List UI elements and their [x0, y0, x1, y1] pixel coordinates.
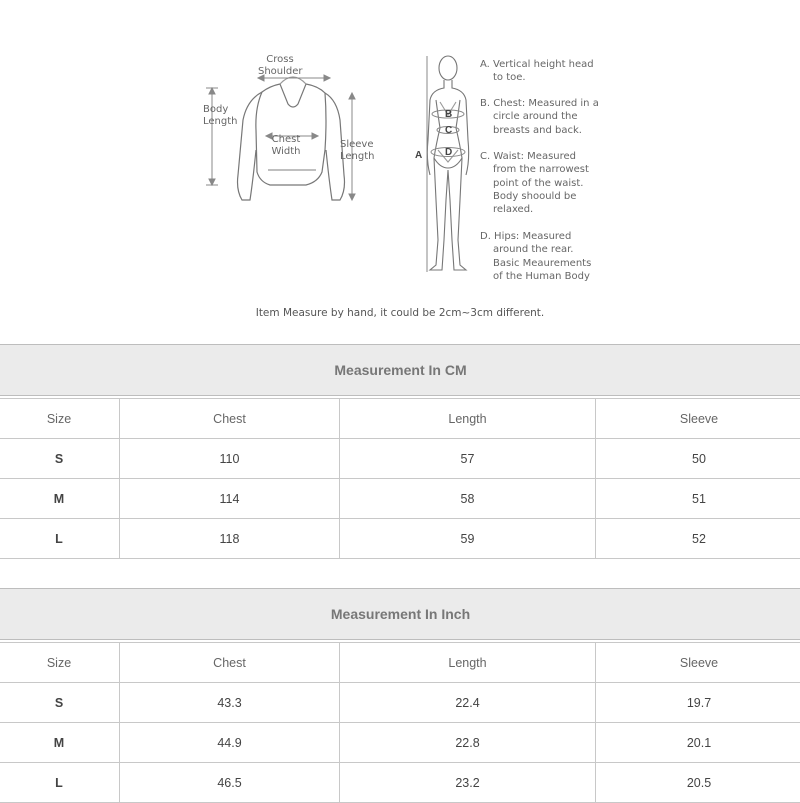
length-cell: 23.2 — [340, 763, 596, 803]
size-cell: L — [0, 763, 120, 803]
measurement-diagram — [0, 0, 800, 340]
inch-table-header-row — [0, 643, 800, 683]
chest-cell: 110 — [120, 439, 340, 479]
body-length-label-line-2: Length — [203, 116, 238, 128]
description-b-line-1: B. Chest: Measured in a — [480, 98, 599, 109]
size-cell: M — [0, 723, 120, 763]
chest-cell: 114 — [120, 479, 340, 519]
description-c-line-1: C. Waist: Measured — [480, 151, 576, 162]
chest-cell: 44.9 — [120, 723, 340, 763]
description-d-line-3: Basic Meaurements — [480, 257, 605, 270]
description-a-line-1: A. Vertical height head — [480, 59, 594, 70]
description-d-line-1: D. Hips: Measured — [480, 231, 571, 242]
length-cell: 22.8 — [340, 723, 596, 763]
cm-header-chest: Chest — [120, 399, 340, 439]
inch-header-length: Length — [340, 643, 596, 683]
length-cell: 22.4 — [340, 683, 596, 723]
body-length-label-line-1: Body — [203, 104, 238, 116]
cross-shoulder-label — [258, 54, 302, 78]
description-b-line-2: circle around the — [480, 110, 605, 123]
length-cell: 58 — [340, 479, 596, 519]
table-row — [0, 723, 800, 763]
sleeve-cell: 51 — [596, 479, 800, 519]
cm-table-title: Measurement In CM — [0, 345, 800, 396]
sleeve-length-label-line-1: Sleeve — [340, 139, 375, 151]
description-c-line-2: from the narrowest — [480, 163, 605, 176]
sleeve-cell: 50 — [596, 439, 800, 479]
description-d-line-4: of the Human Body — [480, 270, 605, 283]
body-letter-d: D — [445, 147, 452, 158]
chest-cell: 118 — [120, 519, 340, 559]
sleeve-cell: 20.1 — [596, 723, 800, 763]
sleeve-cell: 20.5 — [596, 763, 800, 803]
table-row — [0, 519, 800, 559]
chest-cell: 43.3 — [120, 683, 340, 723]
description-c-line-5: relaxed. — [480, 203, 605, 216]
chest-width-label — [266, 134, 306, 158]
description-c-line-4: Body shoould be — [480, 190, 605, 203]
sleeve-cell: 52 — [596, 519, 800, 559]
description-b-line-3: breasts and back. — [480, 124, 605, 137]
description-d — [480, 230, 605, 283]
description-a-line-2: to toe. — [480, 71, 605, 84]
size-cell: M — [0, 479, 120, 519]
cross-shoulder-label-line-2: Shoulder — [258, 66, 302, 78]
description-b — [480, 97, 605, 137]
measurement-note: Item Measure by hand, it could be 2cm~3cm different. — [0, 307, 800, 319]
cm-header-sleeve: Sleeve — [596, 399, 800, 439]
description-d-line-2: around the rear. — [480, 243, 605, 256]
inch-measurement-table — [0, 588, 800, 803]
cm-header-length: Length — [340, 399, 596, 439]
body-letter-c: C — [445, 125, 452, 136]
table-row — [0, 439, 800, 479]
inch-header-chest: Chest — [120, 643, 340, 683]
body-measure-lines — [427, 56, 465, 272]
description-c — [480, 150, 605, 216]
body-letter-a: A — [415, 150, 422, 161]
cross-shoulder-label-line-1: Cross — [258, 54, 302, 66]
description-c-line-3: point of the waist. — [480, 177, 605, 190]
chest-width-label-line-2: Width — [266, 146, 306, 158]
size-cell: L — [0, 519, 120, 559]
length-cell: 57 — [340, 439, 596, 479]
body-length-label — [203, 104, 238, 128]
cm-table-header-row — [0, 399, 800, 439]
length-cell: 59 — [340, 519, 596, 559]
sleeve-length-label-line-2: Length — [340, 151, 375, 163]
body-figure — [427, 56, 468, 270]
inch-header-size: Size — [0, 643, 120, 683]
chest-cell: 46.5 — [120, 763, 340, 803]
cm-measurement-table — [0, 344, 800, 559]
size-cell: S — [0, 683, 120, 723]
sleeve-cell: 19.7 — [596, 683, 800, 723]
chest-width-label-line-1: Chest — [266, 134, 306, 146]
inch-table-title: Measurement In Inch — [0, 589, 800, 640]
table-row — [0, 763, 800, 803]
table-row — [0, 683, 800, 723]
table-row — [0, 479, 800, 519]
diagram-illustration — [0, 0, 800, 340]
cm-header-size: Size — [0, 399, 120, 439]
sleeve-length-label — [340, 139, 375, 163]
description-a — [480, 58, 605, 85]
inch-header-sleeve: Sleeve — [596, 643, 800, 683]
body-letter-b: B — [445, 109, 452, 120]
size-cell: S — [0, 439, 120, 479]
